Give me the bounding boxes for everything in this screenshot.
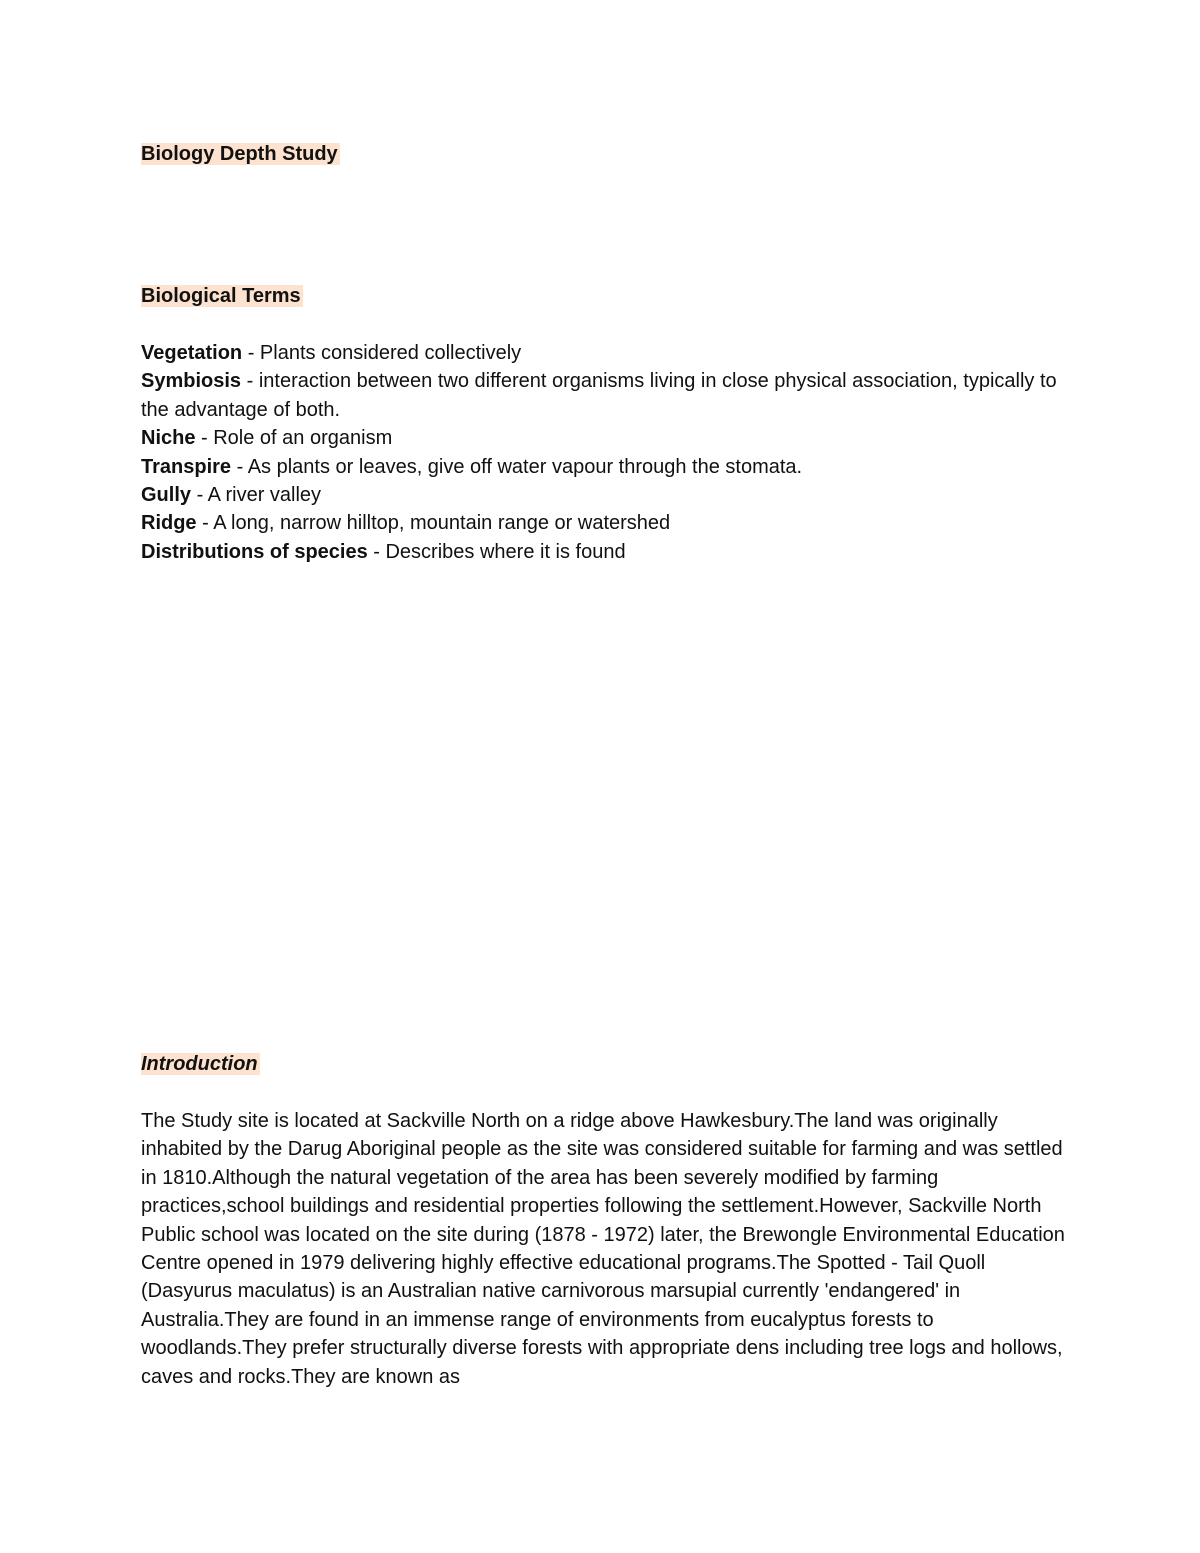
term-name: Vegetation [141,342,243,364]
document-title-line [141,141,340,167]
document-title: Biology Depth Study [141,143,338,165]
term-item [141,339,1061,367]
term-name: Symbiosis [141,370,242,393]
terms-heading: Biological Terms [141,285,301,307]
term-definition: - Role of an organism [195,427,393,450]
term-name: Ridge [141,512,197,535]
term-item [141,453,1061,481]
term-definition: - interaction between two different organisms living in close physical association, typically to the advantage of both. [141,370,1057,421]
terms-heading-line [141,283,303,309]
term-item [141,424,1061,452]
term-definition: - As plants or leaves, give off water vapour through the stomata. [231,455,803,478]
term-definition: - A long, narrow hilltop, mountain range or watershed [196,512,671,535]
term-definition: - A river valley [191,484,322,507]
intro-paragraph: The Study site is located at Sackville North on a ridge above Hawkesbury.The land was originally inhabited by the Darug Aboriginal people as the site was considered suitable for farming and was settled in 1810.Although the natural vegetation of the area has been severely modified by farming practices,school buildings and residential properties following the settlement.However, Sackville North Public school was located on the site during (1878 - 1972) later, the Brewongle Environmental Education Centre opened in 1979 delivering highly effective educational programs.The Spotted - Tail Quoll (Dasyurus maculatus) is an Australian native carnivorous marsupial currently 'endangered' in Australia.They are found in an immense range of environments from eucalyptus forests to woodlands.They prefer structurally diverse forests with appropriate dens including tree logs and hollows, caves and rocks.They are known as [141,1110,1065,1388]
term-item [141,538,1061,566]
term-name: Gully [141,484,192,507]
intro-heading: Introduction [141,1053,258,1075]
terms-list [141,339,1061,566]
term-name: Distributions of species [141,540,368,563]
term-item [141,509,1061,537]
term-item [141,481,1061,509]
term-name: Niche [141,427,196,450]
term-name: Transpire [141,455,232,478]
term-definition: - Plants considered collectively [242,342,522,364]
intro-heading-line [141,1051,260,1077]
term-definition: - Describes where it is found [367,540,626,563]
term-item [141,367,1061,424]
